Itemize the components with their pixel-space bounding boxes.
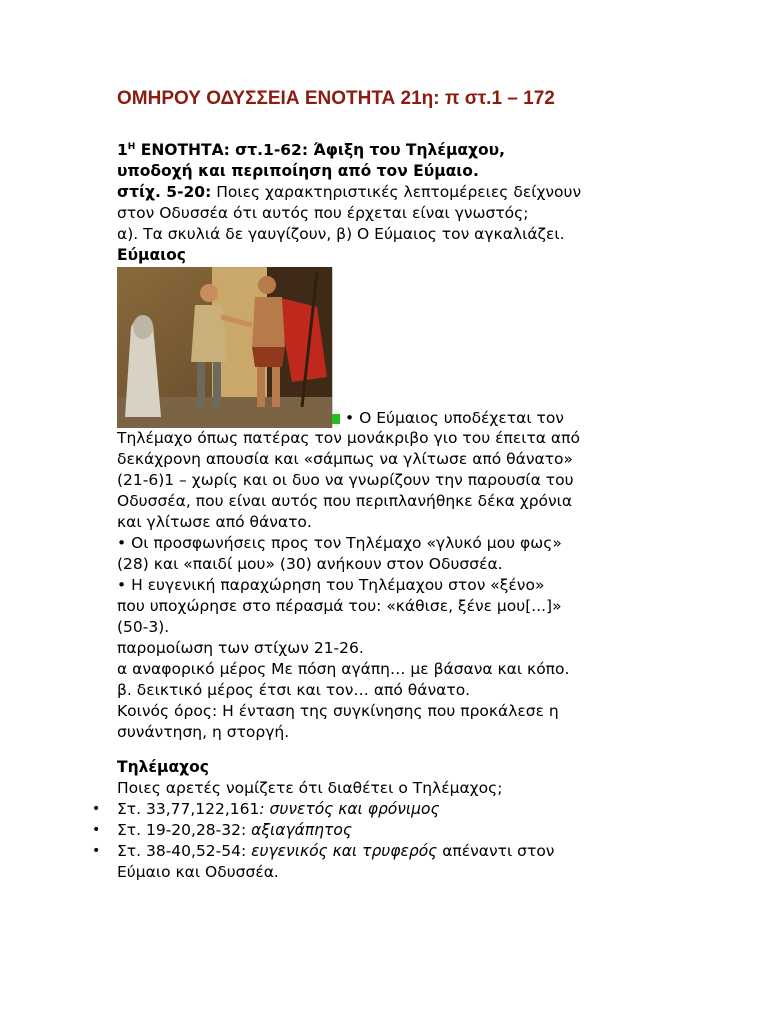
question-label: στίχ. 5-20: [117,183,212,201]
list-item [92,841,657,862]
section-heading-line2: υποδοχή και περιποίηση από τον Εύμαιο. [117,162,479,180]
telemachus-question: Ποιες αρετές νομίζετε ότι διαθέτει ο Τηλέμαχος; [117,779,503,797]
section-heading-line1: ΕΝΟΤΗΤΑ: στ.1-62: Άφιξη του Τηλέμαχου, [135,141,506,159]
eumaios-line: Οδυσσέα, που είναι αυτός που περιπλανήθηκε δέκα χρόνια [117,492,573,510]
bullet-icon: • [92,843,101,859]
eumaios-line: δεκάχρονη απουσία και «σάμπως να γλίτωσε από θάνατο» [117,450,574,468]
question-text-line2: στον Οδυσσέα ότι αυτός που έρχεται είναι γνωστός; [117,204,529,222]
item-rest: απέναντι στον [437,842,555,860]
eumaios-line: Κοινός όρος: Η ένταση της συγκίνησης που προκάλεσε η [117,702,559,720]
item-ref: Στ. 38-40,52-54: [117,842,252,860]
green-marker [332,414,340,424]
eumaios-line: β. δεικτικό μέρος έτσι και τον… από θάνατο. [117,681,471,699]
eumaios-line: α αναφορικό μέρος Με πόση αγάπη… με βάσανα και κόπο. [117,660,570,678]
telemachus-heading: Τηλέμαχος [117,758,209,776]
item-italic: : συνετός και φρόνιμος [259,800,440,818]
page-title: ΟΜΗΡΟΥ ΟΔΥΣΣΕΙΑ ΕΝΟΤΗΤΑ 21η: π στ.1 – 172 [117,88,555,109]
item-ref: Στ. 33,77,122,161 [117,800,260,818]
answer-text: α). Τα σκυλιά δε γαυγίζουν, β) Ο Εύμαιος τον αγκαλιάζει. [117,225,565,243]
eumaios-line: Τηλέμαχο όπως πατέρας τον μονάκριβο γιο του έπειτα από [117,429,580,447]
section-number: 1 [117,141,128,159]
list-item [92,799,657,820]
spacer [117,743,657,757]
item3-continuation: Εύμαιο και Οδυσσέα. [117,863,279,881]
virtues-list [92,799,657,862]
eumaios-line: (28) και «παιδί μου» (30) ανήκουν στον Οδυσσέα. [117,555,503,573]
eumaios-line: (50-3). [117,618,170,636]
eumaios-heading: Εύμαιος [117,246,186,264]
question-text-line1: Ποιες χαρακτηριστικές λεπτομέρειες δείχνουν [211,183,582,201]
section-heading [117,140,657,161]
eumaios-line: παρομοίωση των στίχων 21-26. [117,639,364,657]
bullet-icon: • [92,801,101,817]
eumaios-line: • Η ευγενική παραχώρηση του Τηλέμαχου στον «ξένο» [117,576,545,594]
eumaios-line: που υποχώρησε στο πέρασμά του: «κάθισε, ξένε μου[...]» [117,597,562,615]
item-italic: ευγενικός και τρυφερός [251,842,438,860]
list-item [92,820,657,841]
eumaios-text [117,428,657,743]
bullet-icon: • [92,822,101,838]
eumaios-line: (21-6)1 – χωρίς και οι δυο να γνωρίζουν την παρουσία του [117,471,574,489]
eumaios-line: συνάντηση, η στοργή. [117,723,290,741]
eumaios-first-line: • Ο Εύμαιος υποδέχεται τον [345,409,564,427]
eumaios-line: • Οι προσφωνήσεις προς τον Τηλέμαχο «γλυκό μου φως» [117,534,562,552]
document-body [92,140,657,883]
item-ref: Στ. 19-20,28-32: [117,821,252,839]
illustration-row [117,267,657,428]
illustration-image [117,267,333,428]
section-superscript: Η [127,141,136,152]
question-line1 [117,182,657,203]
eumaios-line: και γλίτωσε από θάνατο. [117,513,312,531]
item-italic: αξιαγάπητος [251,821,352,839]
